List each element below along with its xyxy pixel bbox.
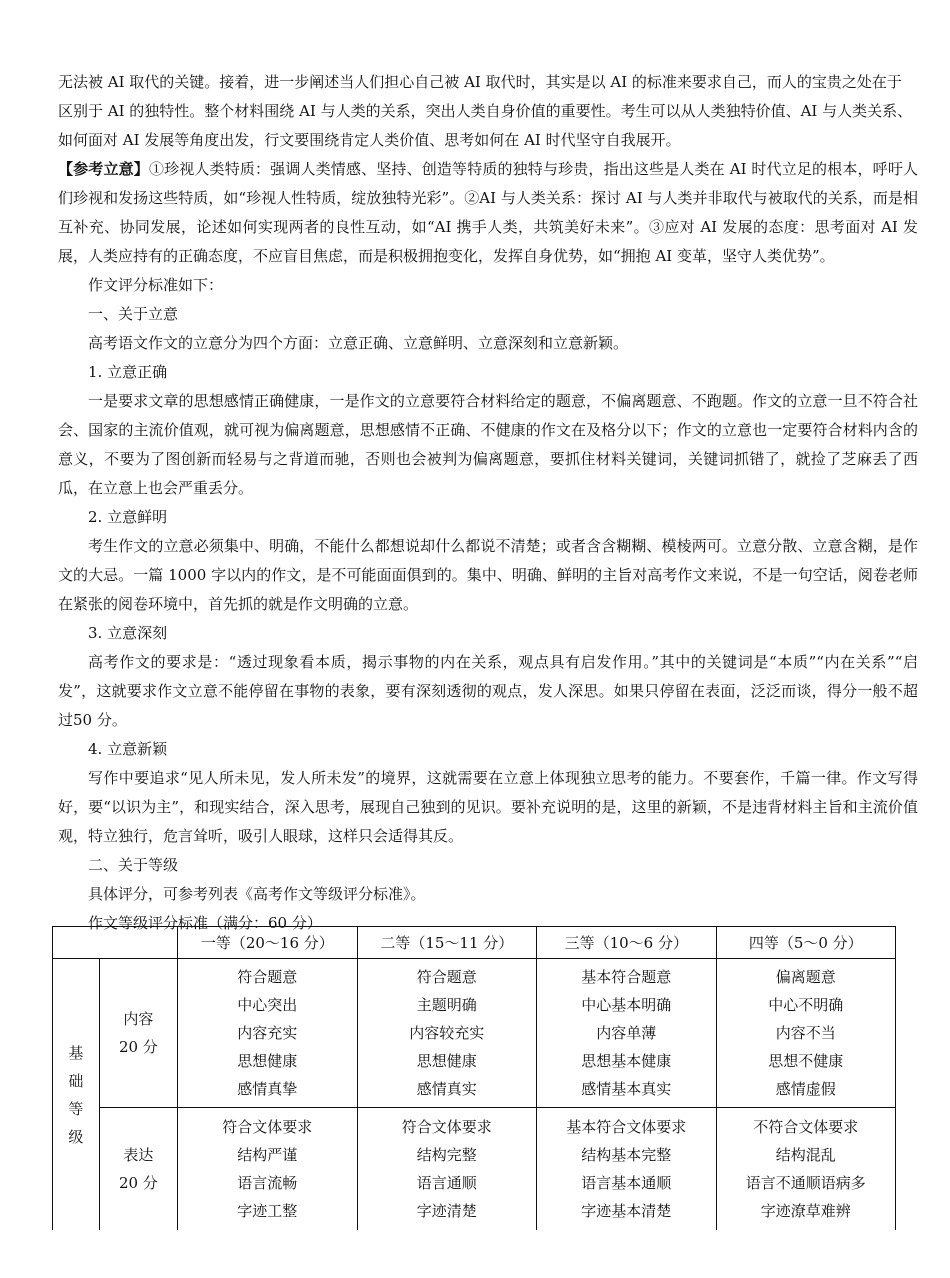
subheading-1: 1. 立意正确 — [88, 363, 168, 381]
content-grade-1-cell: 符合题意 中心突出 内容充实 思想健康 感情真挚 — [178, 959, 357, 1108]
expression-grade-4-cell: 不符合文体要求 结构混乱 语言不通顺语病多 字迹潦草难辨 — [716, 1108, 895, 1231]
group-label: 基 础 等 级 — [68, 1043, 84, 1146]
content-grade-3-cell: 基本符合题意 中心基本明确 内容单薄 思想基本健康 感情基本真实 — [537, 959, 716, 1108]
reference-idea-paragraph — [58, 155, 918, 271]
section-1-heading: 一、关于立意 — [88, 305, 179, 323]
table-row-expression — [53, 1108, 896, 1231]
content-grade-4-cell: 偏离题意 中心不明确 内容不当 思想不健康 感情虚假 — [716, 959, 895, 1108]
intro-line-2: 区别于 AI 的独特性。整个材料围绕 AI 与人类的关系，突出人类自身价值的重要性。考生可以从人类独特价值、AI 与人类关系、 — [58, 102, 913, 120]
criteria-intro: 作文评分标准如下： — [88, 276, 224, 294]
header-grade-2: 二等（15～11 分） — [357, 927, 536, 959]
header-blank-cell — [53, 927, 178, 959]
subheading-4: 4. 立意新颖 — [88, 740, 168, 758]
table-row-content — [53, 959, 896, 1108]
reference-idea-label: 【参考立意】 — [58, 160, 149, 178]
table-title: 作文等级评分标准（满分：60 分） — [88, 914, 322, 932]
subheading-3: 3. 立意深刻 — [88, 624, 168, 642]
expression-grade-1-cell: 符合文体要求 结构严谨 语言流畅 字迹工整 — [178, 1108, 357, 1231]
row-label-expression: 表达 20 分 — [99, 1108, 177, 1231]
grading-table — [52, 926, 896, 1230]
content-grade-2-cell: 符合题意 主题明确 内容较充实 思想健康 感情真实 — [357, 959, 536, 1108]
subsection-2-text: 考生作文的立意必须集中、明确，不能什么都想说却什么都说不清楚；或者含含糊糊、模棱两可。立意分散、立意含糊，是作文的大忌。一篇 1000 字以内的作文，是不可能面面俱到的。集中、明确、鲜明的主旨对高考作文来说，不是一句空话，阅卷老师在紧张的阅卷环境中，首先抓的就是作文明确的立意。 — [58, 537, 918, 613]
section-1-text: 高考语文作文的立意分为四个方面：立意正确、立意鲜明、立意深刻和立意新颖。 — [88, 334, 629, 352]
subsection-1-text: 一是要求文章的思想感情正确健康，一是作文的立意要符合材料给定的题意，不偏离题意、不跑题。作文的立意一旦不符合社会、国家的主流价值观，就可视为偏离题意，思想感情不正确、不健康的作文在及格分以下；作文的立意也一定要符合材料内含的意义，不要为了图创新而轻易与之背道而驰，否则也会被判为偏离题意，要抓住材料关键词，关键词抓错了，就捡了芝麻丢了西瓜，在立意上也会严重丢分。 — [58, 392, 918, 497]
header-grade-3: 三等（10～6 分） — [537, 927, 716, 959]
reference-idea-text: ①珍视人类特质：强调人类情感、坚持、创造等特质的独特与珍贵，指出这些是人类在 AI 时代立足的根本，呼吁人们珍视和发扬这些特质，如“珍视人性特质，绽放独特光彩”。②AI 与人类关系：探讨 AI 与人类并非取代与被取代的关系，而是相互补充、协同发展，论述如何实现两者的良性互动，如“AI 携手人类，共筑美好未来”。③应对 AI 发展的态度：思考面对 AI 发展，人类应持有的正确态度，不应盲目焦虑，而是积极拥抱变化，发挥自身优势，如“拥抱 AI 变革，坚守人类优势”。 — [58, 160, 918, 265]
section-2-heading: 二、关于等级 — [88, 856, 179, 874]
document-body — [58, 68, 918, 938]
group-label-cell — [53, 959, 100, 1231]
subsection-3-text: 高考作文的要求是：“透过现象看本质，揭示事物的内在关系，观点具有启发作用。”其中的关键词是“本质”“内在关系”“启发”，这就要求作文立意不能停留在事物的表象，要有深刻透彻的观点，发人深思。如果只停留在表面，泛泛而谈，得分一般不超过50 分。 — [58, 653, 918, 729]
table-header-row — [53, 927, 896, 959]
subheading-2: 2. 立意鲜明 — [88, 508, 168, 526]
subsection-4-text: 写作中要追求“见人所未见，发人所未发”的境界，这就需要在立意上体现独立思考的能力。不要套作，千篇一律。作文写得好，要“以识为主”，和现实结合，深入思考，展现自己独到的见识。要补充说明的是，这里的新颖，不是违背材料主旨和主流价值观，特立独行，危言耸听，吸引人眼球，这样只会适得其反。 — [58, 769, 918, 845]
intro-line-3: 如何面对 AI 发展等角度出发，行文要围绕肯定人类价值、思考如何在 AI 时代坚守自我展开。 — [58, 131, 681, 149]
section-2-text: 具体评分，可参考列表《高考作文等级评分标准》。 — [88, 885, 426, 903]
row-label-content: 内容 20 分 — [99, 959, 177, 1108]
header-grade-1: 一等（20～16 分） — [178, 927, 357, 959]
expression-grade-2-cell: 符合文体要求 结构完整 语言通顺 字迹清楚 — [357, 1108, 536, 1231]
header-grade-4: 四等（5～0 分） — [716, 927, 895, 959]
expression-grade-3-cell: 基本符合文体要求 结构基本完整 语言基本通顺 字迹基本清楚 — [537, 1108, 716, 1231]
intro-line-1: 无法被 AI 取代的关键。接着，进一步阐述当人们担心自己被 AI 取代时，其实是以 AI 的标准来要求自己，而人的宝贵之处在于 — [58, 73, 902, 91]
